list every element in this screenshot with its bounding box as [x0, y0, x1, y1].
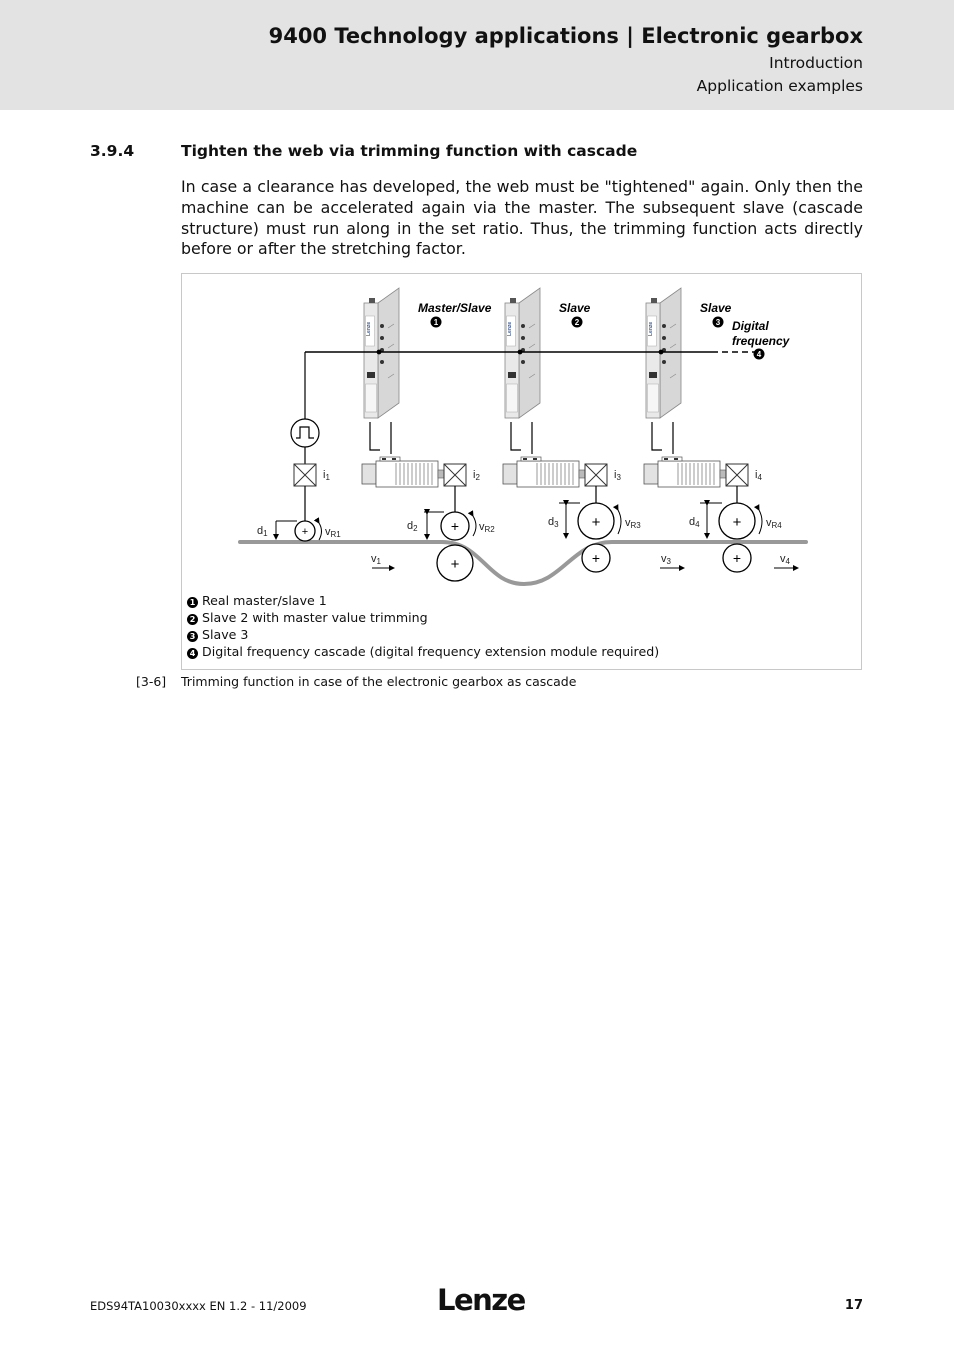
label-vr3: vR3 [625, 517, 641, 530]
roller-4 [719, 503, 755, 539]
footer-document-id: EDS94TA10030xxxx EN 1.2 - 11/2009 [90, 1299, 307, 1313]
legend-item [187, 609, 659, 626]
motor-cables [370, 422, 673, 454]
label-vr1: vR1 [325, 526, 341, 539]
body-paragraph: In case a clearance has developed, the web must be "tightened" again. Only then the machine can be accelerated again via the master. The subsequent slave (cascade structure) must run along in the set ratio. Thus, the trimming function acts directly before or after the stretching factor. [181, 177, 863, 259]
gearbox-4 [726, 464, 748, 486]
legend-marker: 4 [187, 648, 198, 659]
lenze-logo: Lenze [437, 1283, 525, 1317]
legend-text: Slave 2 with master value trimming [202, 610, 428, 625]
svg-text:+: + [450, 518, 460, 534]
legend-marker: 3 [187, 631, 198, 642]
gearbox-3 [585, 464, 607, 486]
drive-controller-2 [505, 288, 540, 418]
figure-number: [3-6] [136, 674, 167, 689]
roller-1 [295, 521, 315, 541]
drive-logo-1: Lenze [366, 321, 372, 336]
gearbox-1 [294, 464, 316, 486]
marker-3: 3 [715, 318, 721, 327]
legend-text: Digital frequency cascade (digital frequency extension module required) [202, 644, 660, 659]
figure-caption: Trimming function in case of the electronic gearbox as cascade [181, 674, 577, 689]
drive-logo-3: Lenze [648, 321, 654, 336]
section-title: Tighten the web via trimming function with cascade [181, 142, 638, 160]
figure-legend [187, 592, 659, 660]
label-slave-2: Slave [559, 301, 591, 315]
motor-1 [362, 457, 446, 487]
legend-item [187, 643, 659, 660]
label-i1: i1 [323, 469, 330, 482]
gearbox-2 [444, 464, 466, 486]
label-i3: i3 [614, 469, 621, 482]
roller-4-lower [723, 544, 751, 572]
svg-text:+: + [732, 514, 742, 531]
label-v1: v1 [371, 553, 381, 566]
diameter-markers [276, 503, 722, 539]
header-subtitle-application-examples: Application examples [696, 77, 863, 95]
label-v4: v4 [780, 553, 790, 566]
legend-text: Slave 3 [202, 627, 249, 642]
drive-controller-3 [646, 288, 681, 418]
pulse-encoder-icon [291, 419, 319, 464]
label-digital: Digital [732, 319, 769, 333]
roller-3-lower [582, 544, 610, 572]
marker-2: 2 [574, 318, 580, 327]
shafts [305, 486, 737, 521]
svg-text:+: + [732, 550, 742, 566]
label-d4: d4 [689, 516, 700, 529]
marker-1: 1 [433, 318, 439, 327]
legend-marker: 1 [187, 597, 198, 608]
label-vr4: vR4 [766, 517, 782, 530]
header-title: 9400 Technology applications | Electronic gearbox [268, 24, 863, 48]
label-d2: d2 [407, 520, 418, 533]
roller-2 [441, 512, 469, 540]
roller-2-lower [437, 545, 473, 581]
marker-4: 4 [756, 350, 762, 359]
label-i2: i2 [473, 469, 480, 482]
legend-marker: 2 [187, 614, 198, 625]
label-i4: i4 [755, 469, 762, 482]
svg-text:+: + [301, 526, 309, 538]
drive-controller-1 [364, 288, 399, 418]
legend-item [187, 626, 659, 643]
svg-text:+: + [591, 550, 601, 566]
legend-text: Real master/slave 1 [202, 593, 327, 608]
label-v3: v3 [661, 553, 671, 566]
header-subtitle-introduction: Introduction [769, 54, 863, 72]
material-web [240, 542, 806, 584]
motor-2 [503, 457, 587, 487]
label-vr2: vR2 [479, 521, 495, 534]
legend-item [187, 592, 659, 609]
label-frequency: frequency [732, 334, 790, 348]
svg-text:+: + [450, 556, 460, 573]
section-number: 3.9.4 [90, 142, 135, 160]
roller-3 [578, 503, 614, 539]
drive-logo-2: Lenze [507, 321, 513, 336]
label-d1: d1 [257, 525, 268, 538]
label-d3: d3 [548, 516, 559, 529]
figure-frame [181, 273, 862, 670]
page-number: 17 [844, 1298, 863, 1313]
label-slave-3: Slave [700, 301, 732, 315]
page-header [0, 0, 954, 110]
svg-text:+: + [591, 514, 601, 531]
label-master-slave: Master/Slave [418, 301, 492, 315]
motor-3 [644, 457, 728, 487]
